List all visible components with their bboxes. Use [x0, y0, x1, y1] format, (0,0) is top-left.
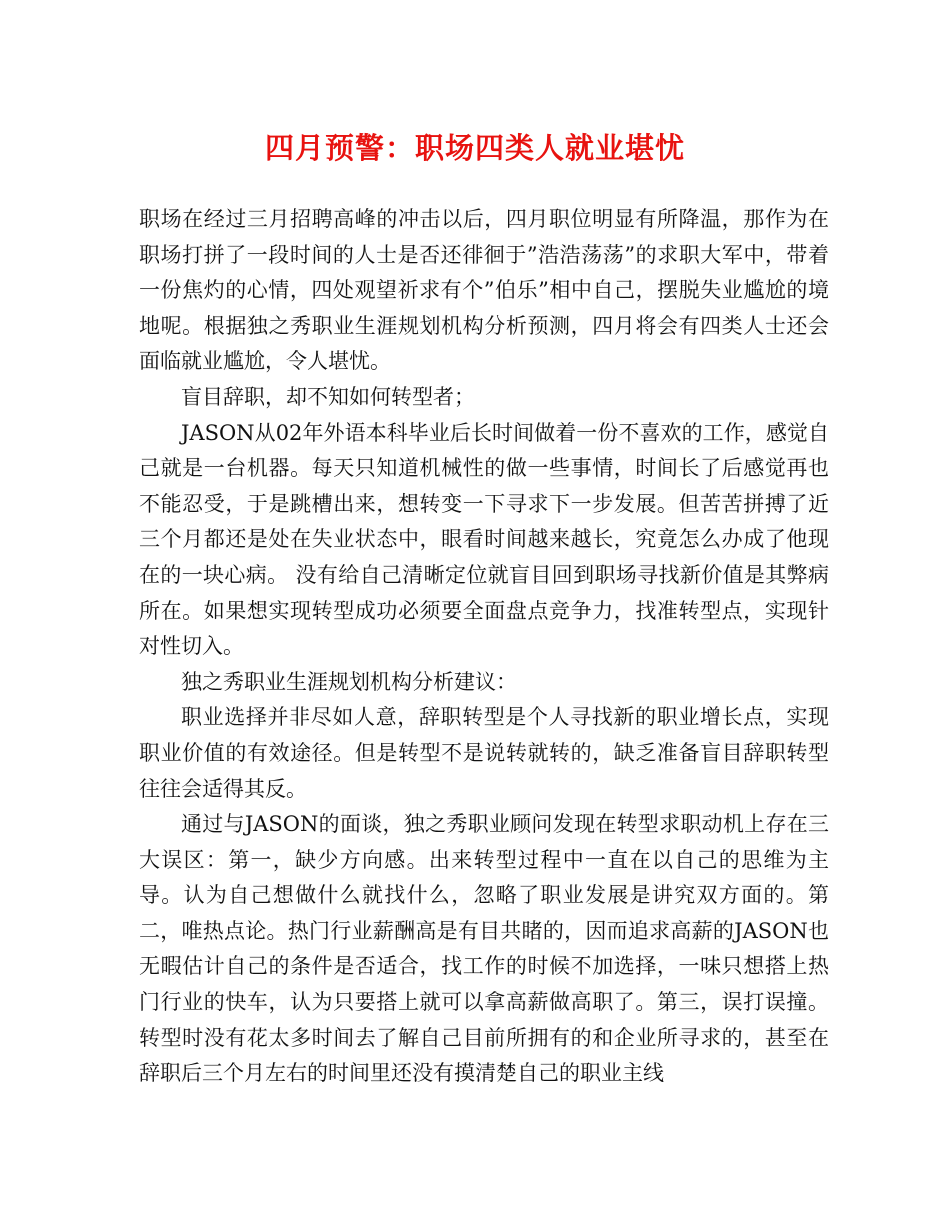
- page-title: 四月预警：职场四类人就业堪忧: [264, 131, 685, 165]
- paragraph-misconceptions: 通过与JASON的面谈，独之秀职业顾问发现在转型求职动机上存在三大误区：第一，缺少方向感。出来转型过程中一直在以自己的思维为主导。认为自己想做什么就找什么，忽略了职业发展是讲究双方面的。第二，唯热点论。热门行业薪酬高是有目共睹的，因而追求高薪的JASON也无暇估计自己的条件是否适合，找工作的时候不加选择，一味只想搭上热门行业的快车，认为只要搭上就可以拿高薪做高职了。第三，误打误撞。转型时没有花太多时间去了解自己目前所拥有的和企业所寻求的，甚至在辞职后三个月左右的时间里还没有摸清楚自己的职业主线: [139, 812, 829, 1086]
- paragraph-advice-heading: 独之秀职业生涯规划机构分析建议：: [181, 669, 517, 694]
- paragraph-advice: 职业选择并非尽如人意，辞职转型是个人寻找新的职业增长点，实现职业价值的有效途径。但是转型不是说转就转的，缺乏准备盲目辞职转型往往会适得其反。: [139, 705, 829, 801]
- paragraph-jason-case: JASON从02年外语本科毕业后长时间做着一份不喜欢的工作，感觉自己就是一台机器。每天只知道机械性的做一些事情，时间长了后感觉再也不能忍受，于是跳槽出来，想转变一下寻求下一步发展。但苦苦拼搏了近三个月都还是处在失业状态中，眼看时间越来越长，究竟怎么办成了他现在的一块心病。 没有给自己清晰定位就盲目回到职场寻找新价值是其弊病所在。如果想实现转型成功必须要全面盘点竞争力，找准转型点，实现针对性切入。: [139, 420, 829, 659]
- paragraph-heading-category: 盲目辞职，却不知如何转型者；: [181, 384, 475, 409]
- article-body: [139, 202, 829, 1092]
- paragraph-intro: 职场在经过三月招聘高峰的冲击以后，四月职位明显有所降温，那作为在职场打拼了一段时间的人士是否还徘徊于”浩浩荡荡”的求职大军中，带着一份焦灼的心情，四处观望祈求有个”伯乐”相中自己，摆脱失业尴尬的境地呢。根据独之秀职业生涯规划机构分析预测，四月将会有四类人士还会面临就业尴尬，令人堪忧。: [139, 207, 829, 374]
